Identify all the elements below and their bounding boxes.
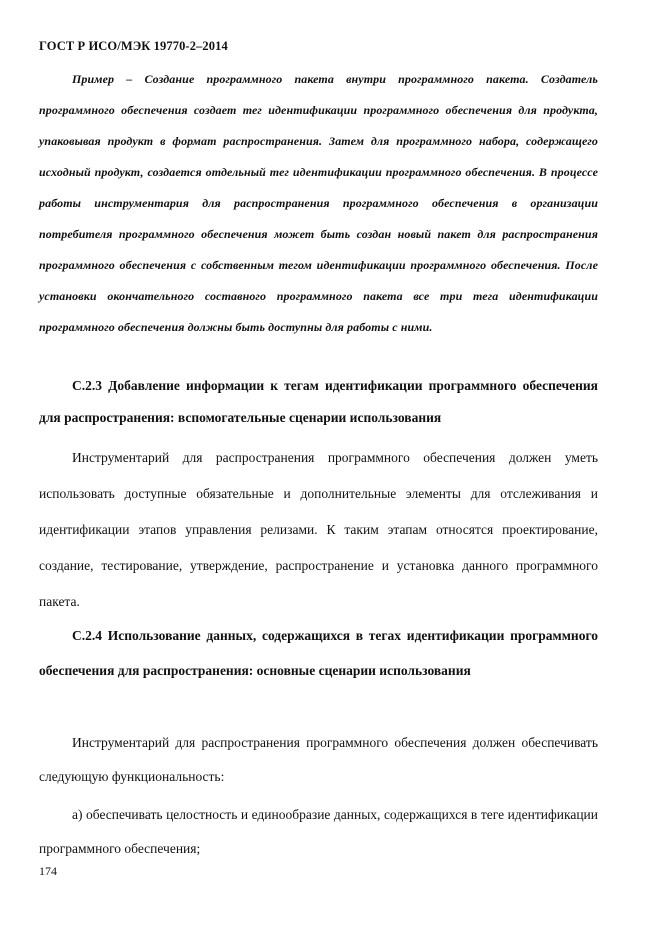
example-paragraph: Пример – Создание программного пакета внутри программного пакета. Создатель программного обеспечения создает тег идентификации программного обеспечения для продукта, упаковывая продукт в формат распространения. Затем для программного набора, содержащего исходный продукт, создается отдельный тег идентификации программного обеспечения. В процессе работы инструментария для распространения программного обеспечения в организации потребителя программного обеспечения может быть создан новый пакет для распространения программного обеспечения с собственным тегом идентификации программного обеспечения. После установки окончательного составного программного пакета все три тега идентификации программного обеспечения должны быть доступны для работы с ними.: [39, 72, 598, 334]
section-c23-paragraph: Инструментарий для распространения программного обеспечения должен уметь использовать доступные обязательные и дополнительные элементы для отслеживания и идентификации этапов управления релизами. К таким этапам относятся проектирование, создание, тестирование, утверждение, распространение и установка данного программного пакета.: [39, 450, 598, 609]
section-heading-c24: С.2.4 Использование данных, содержащихся в тегах идентификации программного обеспечения для распространения: основные сценарии использования: [39, 628, 598, 678]
list-item-a: а) обеспечивать целостность и единообразие данных, содержащихся в теге идентификации программного обеспечения;: [39, 807, 598, 856]
page-number: 174: [39, 864, 57, 878]
section-heading-c23: С.2.3 Добавление информации к тегам идентификации программного обеспечения для распространения: вспомогательные сценарии использования: [39, 378, 598, 425]
section-c24-paragraph: Инструментарий для распространения программного обеспечения должен обеспечивать следующую функциональность:: [39, 735, 598, 784]
document-header: ГОСТ Р ИСО/МЭК 19770-2–2014: [39, 39, 228, 53]
